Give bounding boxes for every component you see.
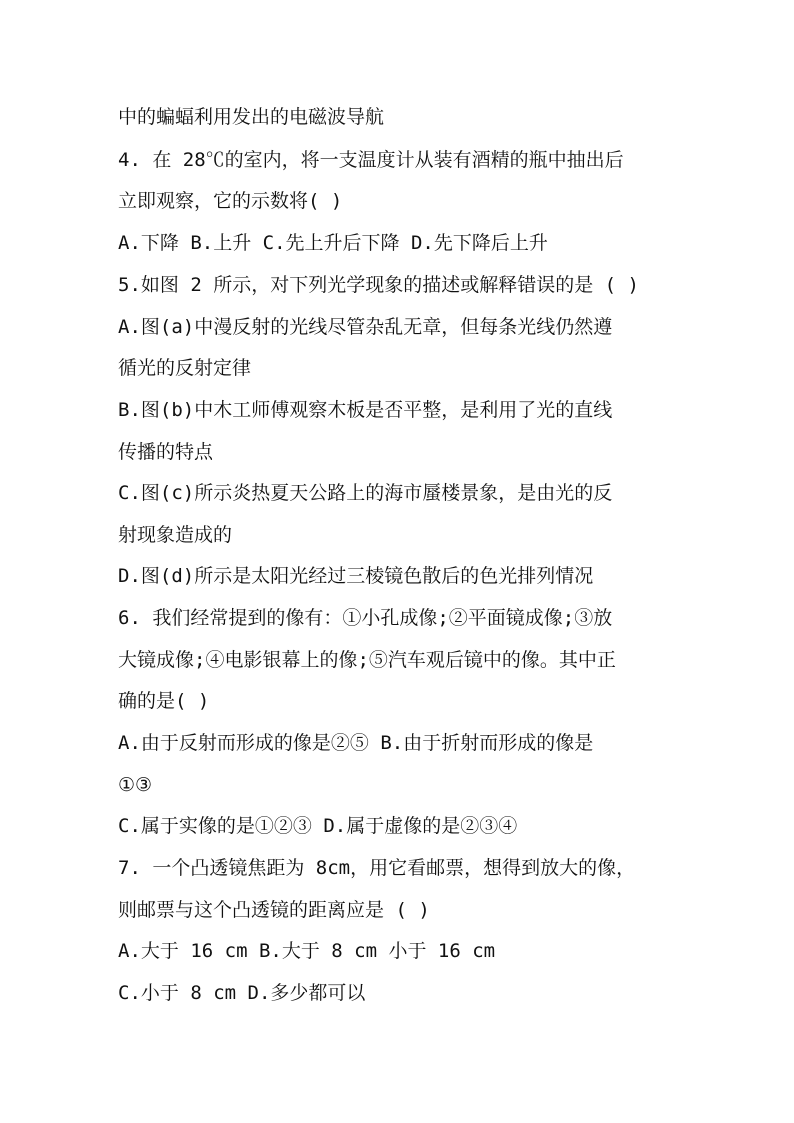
- question-5-option-b: B.图(b)中木工师傅观察木板是否平整，是利用了光的直线: [118, 399, 613, 421]
- question-7-options-cd: C.小于 8 cm D.多少都可以: [118, 982, 366, 1004]
- question-6-options-ab-cont: ①③: [118, 774, 153, 796]
- question-5-option-c-cont: 射现象造成的: [118, 524, 233, 546]
- text-line-continuation: 中的蝙蝠利用发出的电磁波导航: [118, 106, 385, 128]
- question-6-stem-end: 确的是( ): [118, 690, 210, 712]
- question-7-options-ab: A.大于 16 cm B.大于 8 cm 小于 16 cm: [118, 940, 496, 962]
- question-6-options-cd: C.属于实像的是①②③ D.属于虚像的是②③④: [118, 815, 518, 837]
- question-4-stem: 4. 在 28℃的室内，将一支温度计从装有酒精的瓶中抽出后: [118, 149, 624, 171]
- question-5-option-c: C.图(c)所示炎热夏天公路上的海市蜃楼景象，是由光的反: [118, 482, 613, 504]
- question-5-option-d: D.图(d)所示是太阳光经过三棱镜色散后的色光排列情况: [118, 565, 594, 587]
- question-4-options: A.下降 B.上升 C.先上升后下降 D.先下降后上升: [118, 232, 548, 254]
- question-7-stem-cont: 则邮票与这个凸透镜的距离应是 ( ): [118, 899, 430, 921]
- question-5-option-a-cont: 循光的反射定律: [118, 357, 252, 379]
- question-6-stem: 6. 我们经常提到的像有：①小孔成像;②平面镜成像;③放: [118, 607, 613, 629]
- question-4-stem-cont: 立即观察，它的示数将( ): [118, 190, 343, 212]
- question-6-stem-cont: 大镜成像;④电影银幕上的像;⑤汽车观后镜中的像。其中正: [118, 649, 616, 671]
- question-5-stem: 5.如图 2 所示，对下列光学现象的描述或解释错误的是 ( ): [118, 274, 639, 296]
- question-5-option-b-cont: 传播的特点: [118, 441, 214, 463]
- question-7-stem: 7. 一个凸透镜焦距为 8cm，用它看邮票，想得到放大的像，: [118, 857, 636, 879]
- question-5-option-a: A.图(a)中漫反射的光线尽管杂乱无章，但每条光线仍然遵: [118, 316, 613, 338]
- question-6-options-ab: A.由于反射而形成的像是②⑤ B.由于折射而形成的像是: [118, 732, 594, 754]
